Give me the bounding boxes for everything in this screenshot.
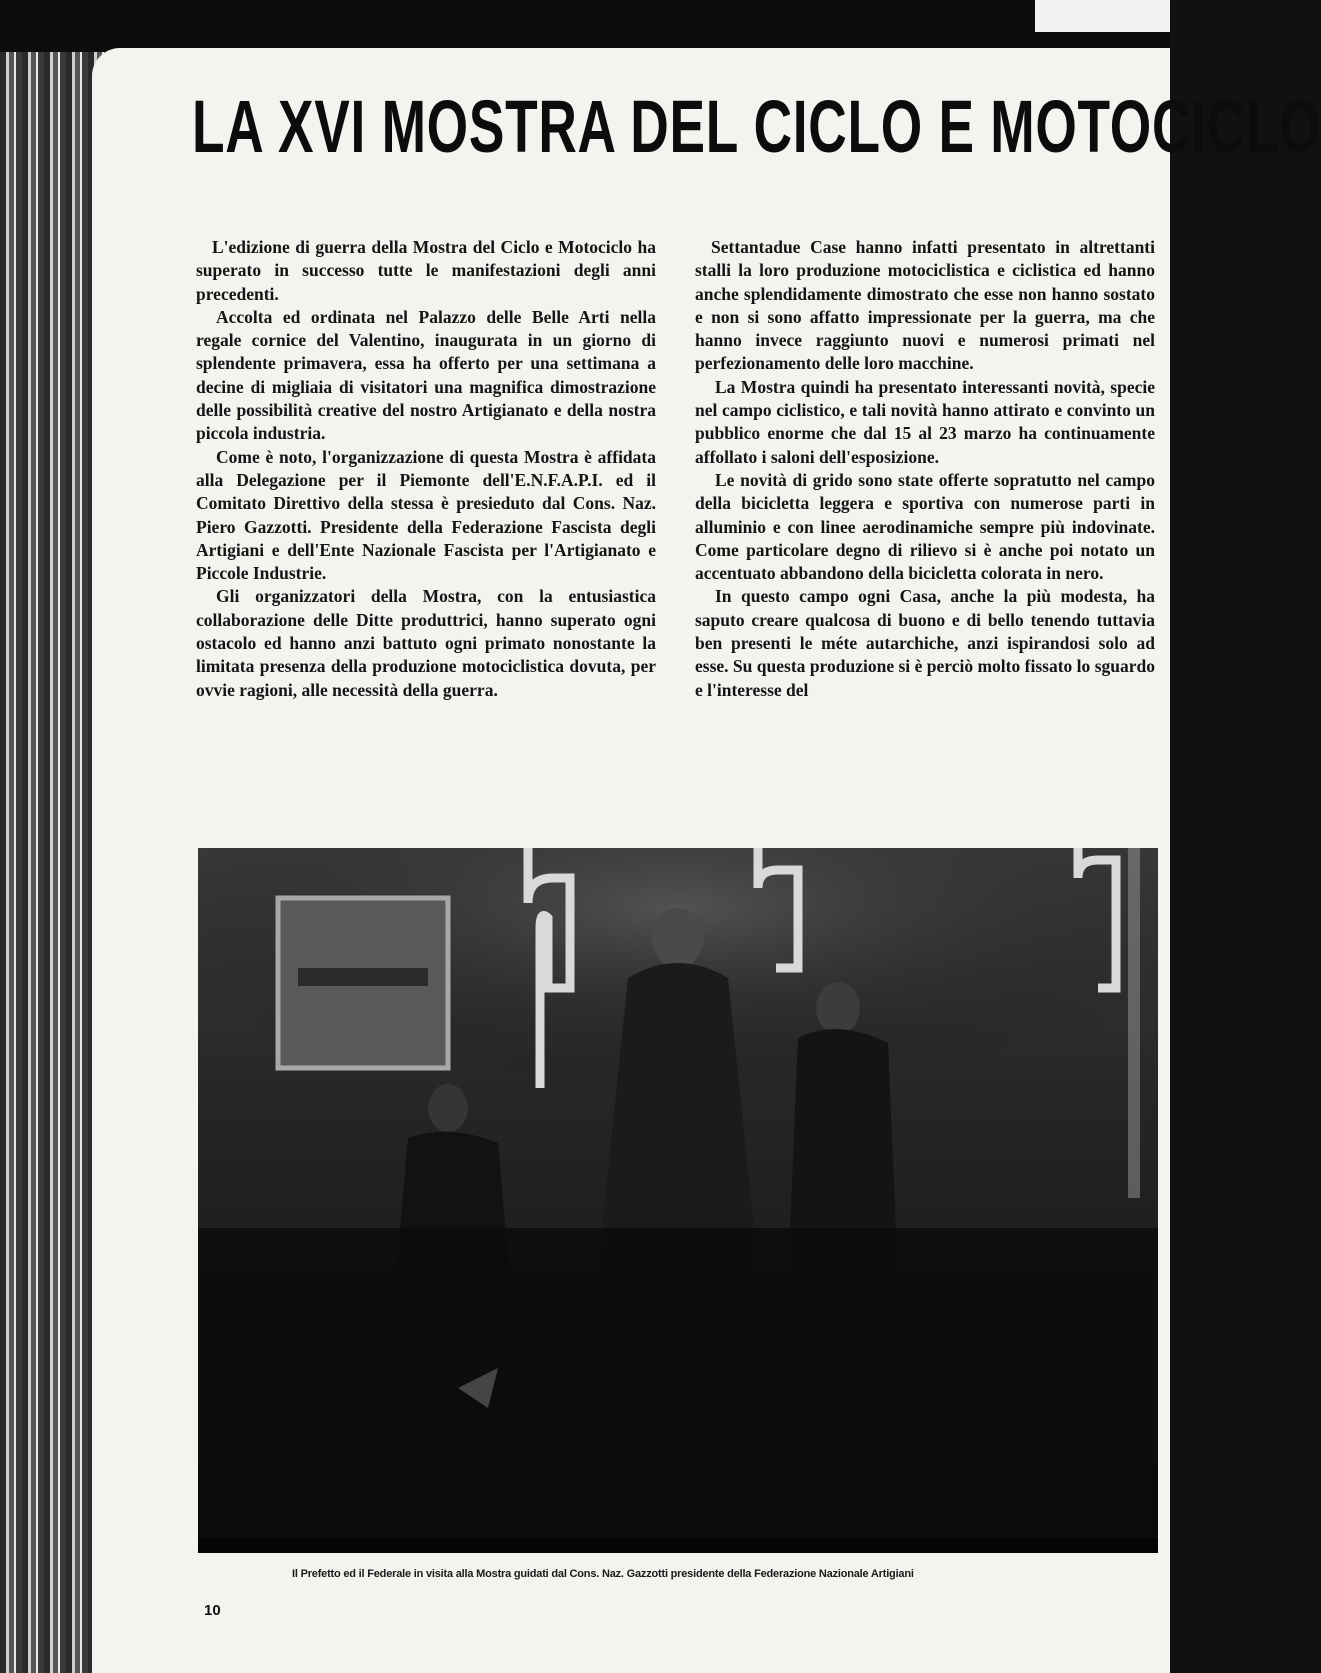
right-paragraph-1: Settantadue Case hanno infatti presentato in altrettanti stalli la loro produzione motociclistica e ciclistica ed hanno anche splendidamente dimostrato che esse non hanno sostato e non si sono affatto impressionate per la guerra, ma che hanno invece raggiunto nuovi e numerosi primati nel perfezionamento delle loro macchine. xyxy=(695,237,1155,374)
left-paragraph-2: Accolta ed ordinata nel Palazzo delle Belle Arti nella regale cornice del Valentino, inaugurata in un giorno di splendente primavera, essa ha offerto per una settimana a decine di migliaia di visitatori una magnifica dimostrazione delle possibilità creative del nostro Artigianato e della nostra piccola industria. xyxy=(196,306,656,444)
exhibition-photo-illustration xyxy=(198,848,1158,1553)
right-paragraph-4: In questo campo ogni Casa, anche la più modesta, ha saputo creare qualcosa di buono e di bello tenendo tuttavia ben presenti le méte autarchiche, anzi ispirandosi solo ad esse. Su questa produzione si è perciò molto fissato lo sguardo e l'interesse del xyxy=(695,586,1155,700)
right-paragraph-2: La Mostra quindi ha presentato interessanti novità, specie nel campo ciclistico, e tali novità hanno attirato e convinto un pubblico enorme che dal 15 al 23 marzo ha continuamente affollato i saloni dell'esposizione. xyxy=(695,376,1155,467)
article-left-column xyxy=(196,236,656,702)
article-right-column xyxy=(695,236,1155,702)
left-paragraph-1: L'edizione di guerra della Mostra del Ciclo e Motociclo ha superato in successo tutte le manifestazioni degli anni precedenti. xyxy=(196,237,656,304)
page-number: 10 xyxy=(204,1602,221,1619)
left-paragraph-4: Gli organizzatori della Mostra, con la entusiastica collaborazione delle Ditte produttrici, hanno superato ogni ostacolo ed hanno anzi battuto ogni primato nonostante la limitata presenza della produzione motociclistica dovuta, per ovvie ragioni, alle necessità della guerra. xyxy=(196,586,656,700)
right-paragraph-3: Le novità di grido sono state offerte sopratutto nel campo della bicicletta leggera e sportiva con numerose parti in alluminio e con linee aerodinamiche sempre più indovinate. Come particolare degno di rilievo si è anche poi notato un accentuato abbandono della bicicletta colorata in nero. xyxy=(695,469,1155,584)
left-paragraph-3: Come è noto, l'organizzazione di questa Mostra è affidata alla Delegazione per il Piemonte dell'E.N.F.A.P.I. ed il Comitato Direttivo della stessa è presieduto dal Cons. Naz. Piero Gazzotti. Presidente della Federazione Fascista degli Artigiani e dell'Ente Nazionale Fascista per l'Artigianato e Piccole Industrie. xyxy=(196,446,656,584)
scan-corner-tab xyxy=(1035,0,1170,32)
photo-caption: Il Prefetto ed il Federale in visita alla Mostra guidati dal Cons. Naz. Gazzotti presidente della Federazione Nazionale Artigiani xyxy=(292,1568,914,1580)
scan-top-border xyxy=(0,0,1170,52)
article-title: LA XVI MOSTRA DEL CICLO E MOTOCICLO xyxy=(192,85,1321,168)
exhibition-photo xyxy=(198,848,1158,1553)
